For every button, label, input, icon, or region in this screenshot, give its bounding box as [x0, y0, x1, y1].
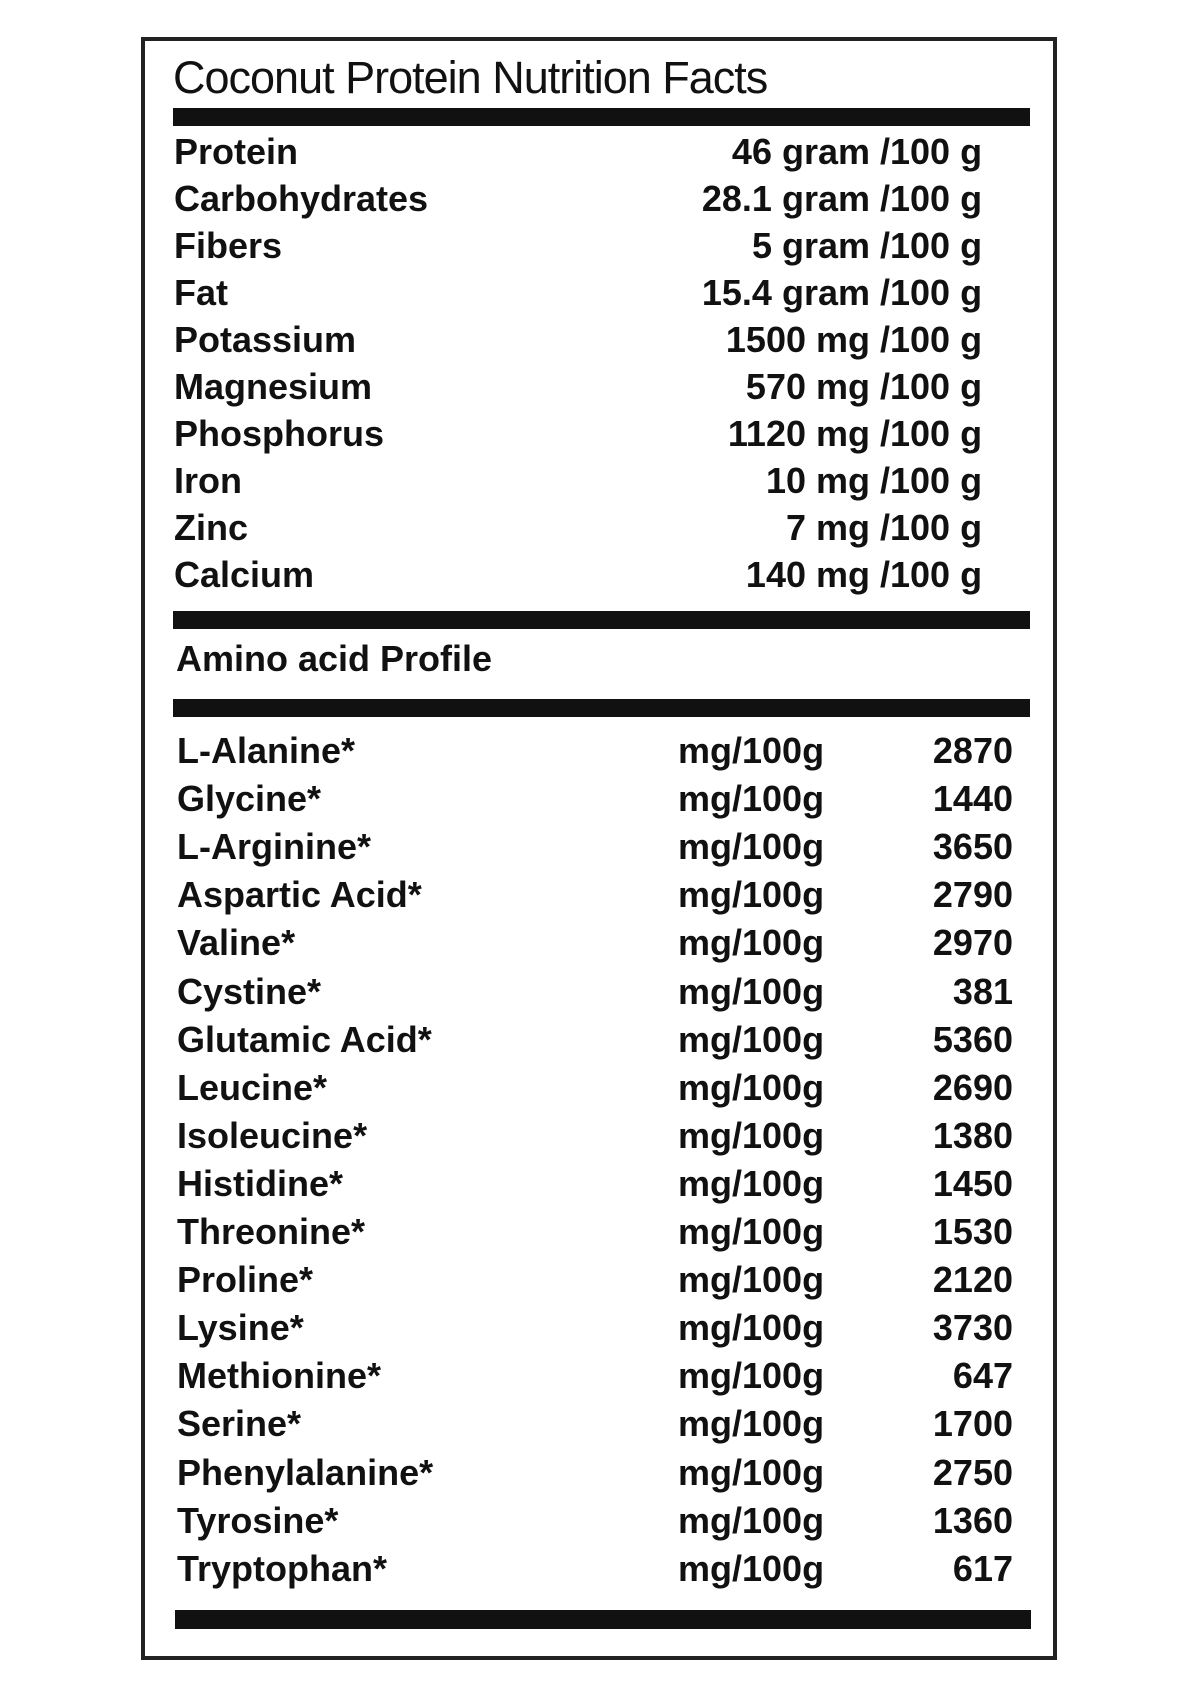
amino-acid-name: Histidine* — [177, 1162, 344, 1204]
amino-acid-unit: mg/100g — [678, 1162, 825, 1204]
amino-acid-name: Serine* — [177, 1403, 302, 1445]
amino-acid-row — [0, 1115, 1200, 1163]
amino-acid-unit: mg/100g — [678, 1307, 825, 1349]
amino-acid-name: Glycine* — [177, 778, 322, 820]
amino-acid-unit: mg/100g — [678, 1211, 825, 1252]
amino-acid-row — [0, 778, 1200, 826]
amino-acid-unit: mg/100g — [678, 1451, 825, 1493]
amino-acid-row — [0, 1548, 1200, 1596]
nutrient-row — [0, 178, 1200, 225]
amino-acid-value: 1380 — [932, 1114, 1013, 1156]
amino-acid-value: 2750 — [932, 1451, 1013, 1493]
nutrient-amount: 5 gram — [751, 225, 870, 266]
amino-acid-unit: mg/100g — [678, 1066, 825, 1108]
amino-acid-value: 1530 — [932, 1211, 1013, 1252]
amino-acid-row — [0, 971, 1200, 1019]
nutrient-row — [0, 507, 1200, 554]
nutrient-amount: 1500 mg — [725, 319, 870, 360]
amino-acid-name: Methionine* — [177, 1355, 381, 1397]
nutrient-row — [0, 366, 1200, 413]
amino-acid-unit: mg/100g — [678, 1018, 825, 1060]
nutrient-amount: 15.4 gram — [701, 272, 870, 313]
nutrient-name: Zinc — [174, 507, 249, 548]
amino-acid-value: 647 — [952, 1355, 1013, 1397]
amino-acid-row — [0, 922, 1200, 970]
nutrient-per-unit: /100 g — [880, 366, 983, 407]
amino-acid-unit: mg/100g — [678, 1499, 825, 1541]
amino-acid-value: 2870 — [932, 730, 1013, 771]
amino-acid-value: 3650 — [932, 826, 1013, 868]
amino-acid-value: 2790 — [932, 874, 1013, 916]
amino-acid-row — [0, 1355, 1200, 1403]
title-divider-bar — [173, 108, 1030, 126]
amino-acid-value: 2120 — [932, 1259, 1013, 1301]
amino-acid-unit: mg/100g — [678, 874, 825, 916]
amino-acid-value: 2970 — [932, 922, 1013, 964]
nutrient-name: Phosphorus — [174, 413, 385, 454]
amino-acid-name: Glutamic Acid* — [177, 1018, 432, 1060]
amino-acid-name: Proline* — [177, 1259, 314, 1301]
amino-acid-row — [0, 1067, 1200, 1115]
amino-acid-name: Tyrosine* — [177, 1499, 339, 1541]
amino-acid-value: 1700 — [932, 1403, 1013, 1445]
amino-acid-name: Lysine* — [177, 1307, 304, 1349]
nutrient-per-unit: /100 g — [880, 413, 983, 454]
amino-acid-name: Isoleucine* — [177, 1114, 368, 1156]
amino-acid-value: 1450 — [932, 1162, 1013, 1204]
nutrient-divider-bar — [173, 611, 1030, 629]
nutrient-amount: 46 gram — [731, 131, 870, 172]
amino-acid-value: 381 — [952, 970, 1013, 1012]
nutrient-per-unit: /100 g — [880, 460, 983, 501]
nutrient-name: Fibers — [174, 225, 283, 266]
nutrient-name: Magnesium — [174, 366, 373, 407]
amino-acid-value: 1440 — [932, 778, 1013, 820]
amino-acid-row — [0, 1259, 1200, 1307]
nutrient-per-unit: /100 g — [880, 272, 983, 313]
amino-section-title: Amino acid Profile — [176, 638, 493, 679]
amino-acid-name: Leucine* — [177, 1066, 328, 1108]
amino-acid-row — [0, 1452, 1200, 1500]
amino-acid-name: Valine* — [177, 922, 296, 964]
amino-acid-row — [0, 826, 1200, 874]
amino-acid-unit: mg/100g — [678, 1259, 825, 1301]
nutrient-name: Calcium — [174, 554, 315, 595]
nutrient-name: Fat — [174, 272, 228, 313]
amino-acid-name: Aspartic Acid* — [177, 874, 422, 916]
amino-acid-name: L-Arginine* — [177, 826, 371, 868]
label-title: Coconut Protein Nutrition Facts — [173, 52, 768, 103]
nutrient-per-unit: /100 g — [880, 507, 983, 548]
amino-acid-name: L-Alanine* — [177, 730, 356, 771]
amino-acid-unit: mg/100g — [678, 778, 825, 820]
amino-acid-row — [0, 730, 1200, 778]
amino-acid-row — [0, 1403, 1200, 1451]
amino-acid-unit: mg/100g — [678, 1355, 825, 1397]
amino-acid-name: Phenylalanine* — [177, 1451, 434, 1493]
bottom-divider-bar — [175, 1610, 1031, 1629]
amino-acid-row — [0, 1163, 1200, 1211]
nutrient-amount: 7 mg — [785, 507, 870, 548]
amino-acid-unit: mg/100g — [678, 1114, 825, 1156]
amino-acid-unit: mg/100g — [678, 826, 825, 868]
nutrient-per-unit: /100 g — [880, 131, 983, 172]
amino-acid-row — [0, 1500, 1200, 1548]
amino-acid-value: 5360 — [932, 1018, 1013, 1060]
nutrient-name: Protein — [174, 131, 299, 172]
nutrient-row — [0, 131, 1200, 178]
amino-acid-unit: mg/100g — [678, 970, 825, 1012]
amino-acid-name: Cystine* — [177, 970, 322, 1012]
amino-acid-unit: mg/100g — [678, 1403, 825, 1445]
amino-acid-unit: mg/100g — [678, 730, 825, 771]
nutrient-row — [0, 460, 1200, 507]
amino-acid-row — [0, 1019, 1200, 1067]
amino-acid-value: 617 — [952, 1547, 1013, 1589]
amino-acid-unit: mg/100g — [678, 1547, 825, 1589]
nutrient-amount: 10 mg — [765, 460, 870, 501]
nutrient-amount: 570 mg — [745, 366, 870, 407]
amino-acid-value: 1360 — [932, 1499, 1013, 1541]
amino-acid-name: Tryptophan* — [177, 1547, 388, 1589]
nutrient-per-unit: /100 g — [880, 225, 983, 266]
amino-acid-name: Threonine* — [177, 1211, 366, 1252]
nutrient-name: Iron — [174, 460, 242, 501]
nutrient-row — [0, 554, 1200, 601]
amino-acid-value: 3730 — [932, 1307, 1013, 1349]
nutrient-name: Carbohydrates — [174, 178, 429, 219]
amino-header-divider-bar — [173, 699, 1030, 717]
nutrient-per-unit: /100 g — [880, 319, 983, 360]
amino-acid-row — [0, 874, 1200, 922]
amino-acid-unit: mg/100g — [678, 922, 825, 964]
amino-acid-row — [0, 1307, 1200, 1355]
nutrient-amount: 140 mg — [745, 554, 870, 595]
nutrient-per-unit: /100 g — [880, 178, 983, 219]
nutrient-per-unit: /100 g — [880, 554, 983, 595]
nutrient-row — [0, 225, 1200, 272]
amino-acid-value: 2690 — [932, 1066, 1013, 1108]
nutrient-row — [0, 319, 1200, 366]
nutrient-amount: 1120 mg — [727, 413, 870, 454]
amino-acid-row — [0, 1211, 1200, 1259]
nutrient-row — [0, 413, 1200, 460]
nutrient-row — [0, 272, 1200, 319]
nutrient-name: Potassium — [174, 319, 357, 360]
nutrient-amount: 28.1 gram — [701, 178, 870, 219]
